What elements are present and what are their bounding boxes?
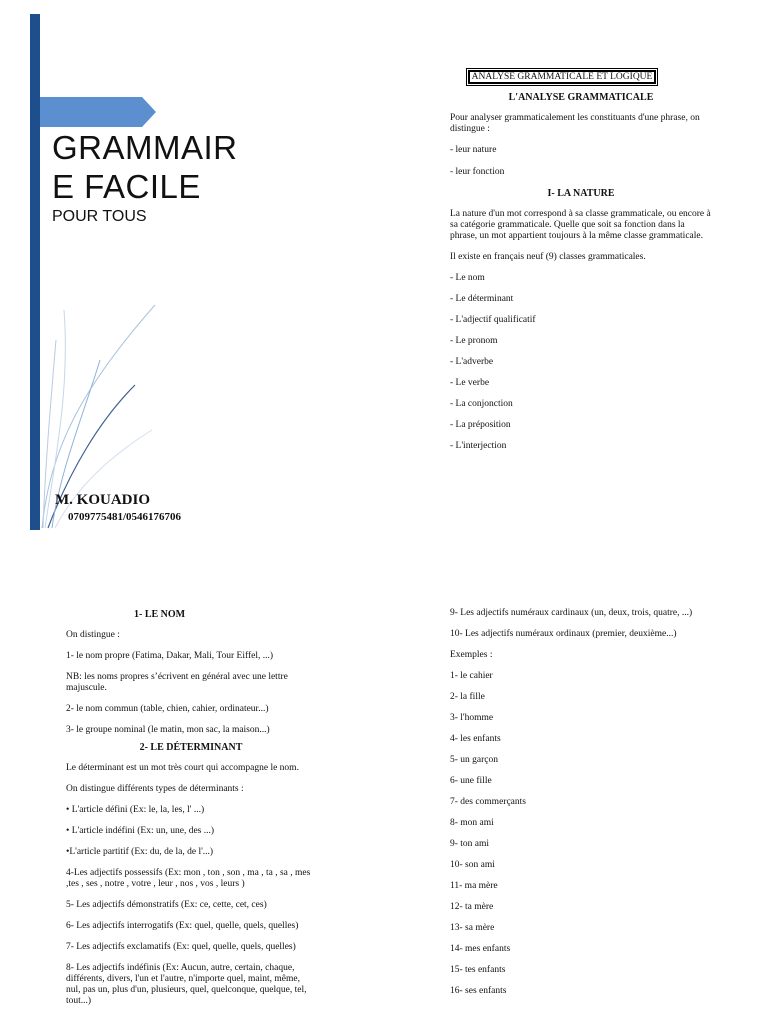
exemple-item: 4- les enfants xyxy=(450,734,501,744)
class-item: - Le pronom xyxy=(450,336,498,346)
exemple-item: 6- une fille xyxy=(450,776,492,786)
det-type-item: •L'article partitif (Ex: du, de la, de l'...) xyxy=(66,847,214,857)
class-item: - La préposition xyxy=(450,420,511,430)
nom-commun: 2- le nom commun (table, chien, cahier, ordinateur...) xyxy=(66,704,269,714)
boxed-title-wrapper xyxy=(462,66,662,84)
nature-title: I- LA NATURE xyxy=(547,188,615,199)
nom-intro: On distingue : xyxy=(66,630,120,640)
nom-nb: NB: les noms propres s’écrivent en général avec une lettre majuscule. xyxy=(66,672,288,693)
det-type-item: 6- Les adjectifs interrogatifs (Ex: quel, quelle, quels, quelles) xyxy=(66,921,299,931)
exemple-item: 16- ses enfants xyxy=(450,986,507,996)
class-item: - L'adverbe xyxy=(450,357,494,367)
boxed-title: ANALYSE GRAMMATICALE ET LOGIQUE xyxy=(468,70,657,84)
exemple-item: 10- son ami xyxy=(450,860,495,870)
class-item: - Le nom xyxy=(450,273,485,283)
exemple-item: 7- des commerçants xyxy=(450,797,526,807)
ordinaux: 10- Les adjectifs numéraux ordinaux (premier, deuxième...) xyxy=(450,629,677,639)
nature-text: La nature d'un mot correspond à sa classe grammaticale, ou encore à sa catégorie grammaticale. Quelle que soit sa fonction dans la phrase, un mot appartient toujours à la même classe grammaticale. xyxy=(450,209,711,241)
cover-title: GRAMMAIR E FACILE xyxy=(52,129,238,205)
det-type-item: 5- Les adjectifs démonstratifs (Ex: ce, cette, cet, ces) xyxy=(66,900,267,910)
exemple-item: 14- mes enfants xyxy=(450,944,511,954)
exemple-item: 12- ta mère xyxy=(450,902,494,912)
list-item: - leur nature xyxy=(450,145,497,155)
list-item: - leur fonction xyxy=(450,167,505,177)
det-type-item: 7- Les adjectifs exclamatifs (Ex: quel, quelle, quels, quelles) xyxy=(66,942,296,952)
det-intro: On distingue différents types de déterminants : xyxy=(66,784,244,794)
cover-author: M. KOUADIO xyxy=(55,492,150,508)
det-type-item: • L'article défini (Ex: le, la, les, l' ...) xyxy=(66,805,205,815)
classes-intro: Il existe en français neuf (9) classes grammaticales. xyxy=(450,252,646,262)
class-item: - Le verbe xyxy=(450,378,490,388)
exemple-item: 13- sa mère xyxy=(450,923,495,933)
class-item: - Le déterminant xyxy=(450,294,514,304)
det-type-item: • L'article indéfini (Ex: un, une, des ...) xyxy=(66,826,215,836)
nom-title: 1- LE NOM xyxy=(134,609,186,620)
exemple-item: 3- l'homme xyxy=(450,713,494,723)
cover-accent-bar xyxy=(30,14,40,530)
det-definition: Le déterminant est un mot très court qui accompagne le nom. xyxy=(66,763,299,773)
exemple-item: 15- tes enfants xyxy=(450,965,506,975)
det-type-item: 8- Les adjectifs indéfinis (Ex: Aucun, autre, certain, chaque, différents, divers, l'un et l'autre, n'importe quel, maint, même, nul, pas un, plus d'un, plusieurs, quel, quelconque, quelque, tel, tout...) xyxy=(66,963,307,1006)
groupe-nominal: 3- le groupe nominal (le matin, mon sac, la maison...) xyxy=(66,725,270,735)
page3-column xyxy=(66,609,316,1007)
class-item: - La conjonction xyxy=(450,399,513,409)
page4-column xyxy=(450,608,700,997)
exemple-item: 11- ma mère xyxy=(450,881,498,891)
page2-column xyxy=(450,92,712,462)
class-item: - L'adjectif qualificatif xyxy=(450,315,536,325)
cardinaux: 9- Les adjectifs numéraux cardinaux (un, deux, trois, quatre, ...) xyxy=(450,608,693,618)
exemple-item: 8- mon ami xyxy=(450,818,494,828)
cover-arrow-banner xyxy=(40,97,156,127)
exemples-title: Exemples : xyxy=(450,650,493,660)
exemple-item: 9- ton ami xyxy=(450,839,490,849)
det-type-item: 4-Les adjectifs possessifs (Ex: mon , ton , son , ma , ta , sa , mes ,tes , ses , notre , votre , leur , nos , vos , leurs ) xyxy=(66,868,311,889)
cover-phone: 0709775481/0546176706 xyxy=(68,511,182,523)
nom-propre: 1- le nom propre (Fatima, Dakar, Mali, Tour Eiffel, ...) xyxy=(66,651,274,661)
exemple-item: 1- le cahier xyxy=(450,671,493,681)
class-item: - L'interjection xyxy=(450,441,507,451)
exemple-item: 5- un garçon xyxy=(450,755,499,765)
section-title: L'ANALYSE GRAMMATICALE xyxy=(508,92,654,103)
det-title: 2- LE DÉTERMINANT xyxy=(139,742,243,753)
cover-subtitle: POUR TOUS xyxy=(52,208,147,225)
exemple-item: 2- la fille xyxy=(450,692,485,702)
intro-text: Pour analyser grammaticalement les constituants d'une phrase, on distingue : xyxy=(450,113,700,134)
